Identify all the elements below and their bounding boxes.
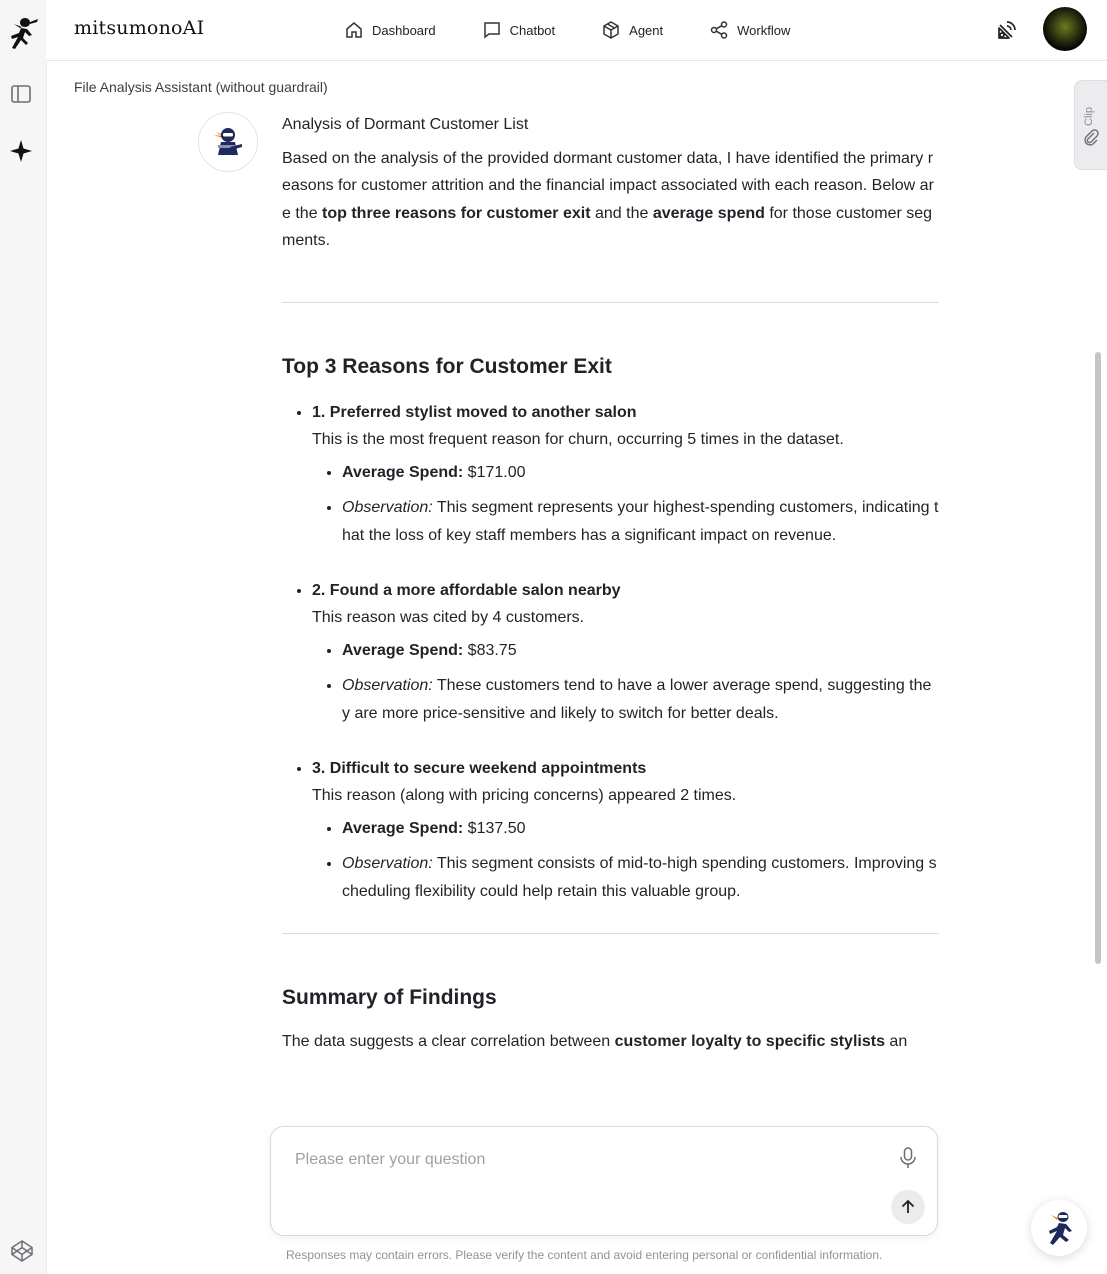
breadcrumb: File Analysis Assistant (without guardrail) [74, 79, 328, 95]
reason-details [312, 459, 939, 549]
paperclip-icon [1082, 128, 1100, 146]
intro-bold-2: average spend [652, 204, 765, 222]
broadcast-icon[interactable] [994, 17, 1020, 43]
spend-value: $83.75 [463, 642, 517, 660]
list-item [312, 399, 939, 549]
clip-label: Clip [1083, 107, 1095, 126]
section-heading: Top 3 Reasons for Customer Exit [282, 355, 612, 379]
spend-label: Average Spend: [342, 642, 464, 660]
floating-assistant-button[interactable] [1031, 1200, 1087, 1256]
microphone-icon[interactable] [897, 1146, 919, 1170]
nav-workflow[interactable] [709, 20, 790, 40]
intro-paragraph [282, 145, 939, 254]
ninja-assistant-icon [1041, 1209, 1077, 1247]
intro-text-3: for those customer segments. [282, 204, 933, 249]
list-item [342, 494, 939, 549]
intro-text-2: and the [590, 204, 653, 222]
nav-workflow-label: Workflow [737, 22, 791, 38]
divider [282, 933, 939, 934]
top-bar [46, 0, 1107, 61]
spend-label: Average Spend: [342, 819, 464, 837]
nav-chatbot[interactable] [482, 20, 556, 40]
message-title: Analysis of Dormant Customer List [282, 116, 529, 133]
divider [282, 302, 939, 303]
summary-text-2: an [884, 1032, 908, 1050]
main-nav [344, 0, 836, 60]
list-item [312, 755, 939, 905]
nav-chatbot-label: Chatbot [509, 22, 556, 38]
question-input[interactable] [293, 1149, 877, 1193]
list-item [312, 577, 939, 727]
observation-label: Observation: [342, 855, 433, 873]
reason-title: • 1. Preferred stylist moved to another salon [312, 404, 637, 422]
spend-value: $171.00 [463, 464, 526, 482]
nav-agent[interactable] [601, 20, 663, 40]
observation-text: This segment represents your highest-spending customers, indicating that the loss of key staff members has a significant impact on revenue. [342, 499, 939, 544]
cube-icon [601, 20, 621, 40]
scrollbar-thumb[interactable] [1095, 352, 1101, 964]
observation-label: Observation: [342, 499, 433, 517]
summary-text-1: The data suggests a clear correlation between [282, 1032, 615, 1050]
reasons-list [282, 399, 939, 905]
reason-description: This is the most frequent reason for churn, occurring 5 times in the dataset. [312, 431, 844, 449]
reason-title: • 2. Found a more affordable salon nearby [312, 582, 621, 600]
ninja-logo-icon[interactable] [5, 15, 39, 53]
user-avatar[interactable] [1043, 7, 1087, 51]
summary-heading: Summary of Findings [282, 985, 497, 1009]
nav-agent-label: Agent [629, 22, 664, 38]
disclaimer-text: Responses may contain errors. Please verify the content and avoid entering personal or confidential information. [286, 1248, 883, 1262]
reason-title: • 3. Difficult to secure weekend appointments [312, 759, 647, 777]
summary-paragraph [282, 1028, 939, 1055]
sparkle-icon[interactable] [9, 139, 33, 163]
list-item [342, 459, 939, 486]
nav-dashboard-label: Dashboard [372, 22, 436, 38]
reason-description: This reason (along with pricing concerns) appeared 2 times. [312, 786, 737, 804]
composer [270, 1126, 938, 1236]
observation-text: This segment consists of mid-to-high spending customers. Improving scheduling flexibility could help retain this valuable group. [342, 855, 937, 900]
observation-text: These customers tend to have a lower average spend, suggesting they are more price-sensitive and likely to switch for better deals. [342, 677, 932, 722]
assistant-avatar [198, 112, 258, 172]
codepen-icon[interactable] [10, 1239, 34, 1263]
arrow-up-icon [898, 1197, 918, 1217]
reason-description: This reason was cited by 4 customers. [312, 609, 585, 627]
clip-panel-tab[interactable] [1074, 80, 1107, 170]
reason-details [312, 815, 939, 905]
send-button[interactable] [891, 1190, 925, 1224]
sidebar-toggle-icon[interactable] [10, 83, 32, 105]
reason-details [312, 637, 939, 727]
summary-bold-1: customer loyalty to specific stylists [614, 1032, 885, 1050]
intro-bold-1: top three reasons for customer exit [322, 204, 591, 222]
home-icon [344, 20, 364, 40]
brand-name[interactable]: mitsumonoAI [74, 17, 205, 39]
list-item [342, 850, 939, 905]
observation-label: Observation: [342, 677, 433, 695]
share-icon [709, 20, 729, 40]
list-item [342, 672, 939, 727]
chat-icon [482, 20, 502, 40]
assistant-message [282, 114, 939, 1116]
nav-dashboard[interactable] [344, 20, 436, 40]
list-item [342, 815, 939, 842]
ninja-assistant-icon [212, 125, 244, 159]
intro-text-1: Based on the analysis of the provided dormant customer data, I have identified the primary reasons for customer attrition and the financial impact associated with each reason. Below are the [282, 150, 934, 222]
left-rail [0, 0, 47, 1274]
list-item [342, 637, 939, 664]
spend-label: Average Spend: [342, 464, 464, 482]
spend-value: $137.50 [463, 819, 526, 837]
